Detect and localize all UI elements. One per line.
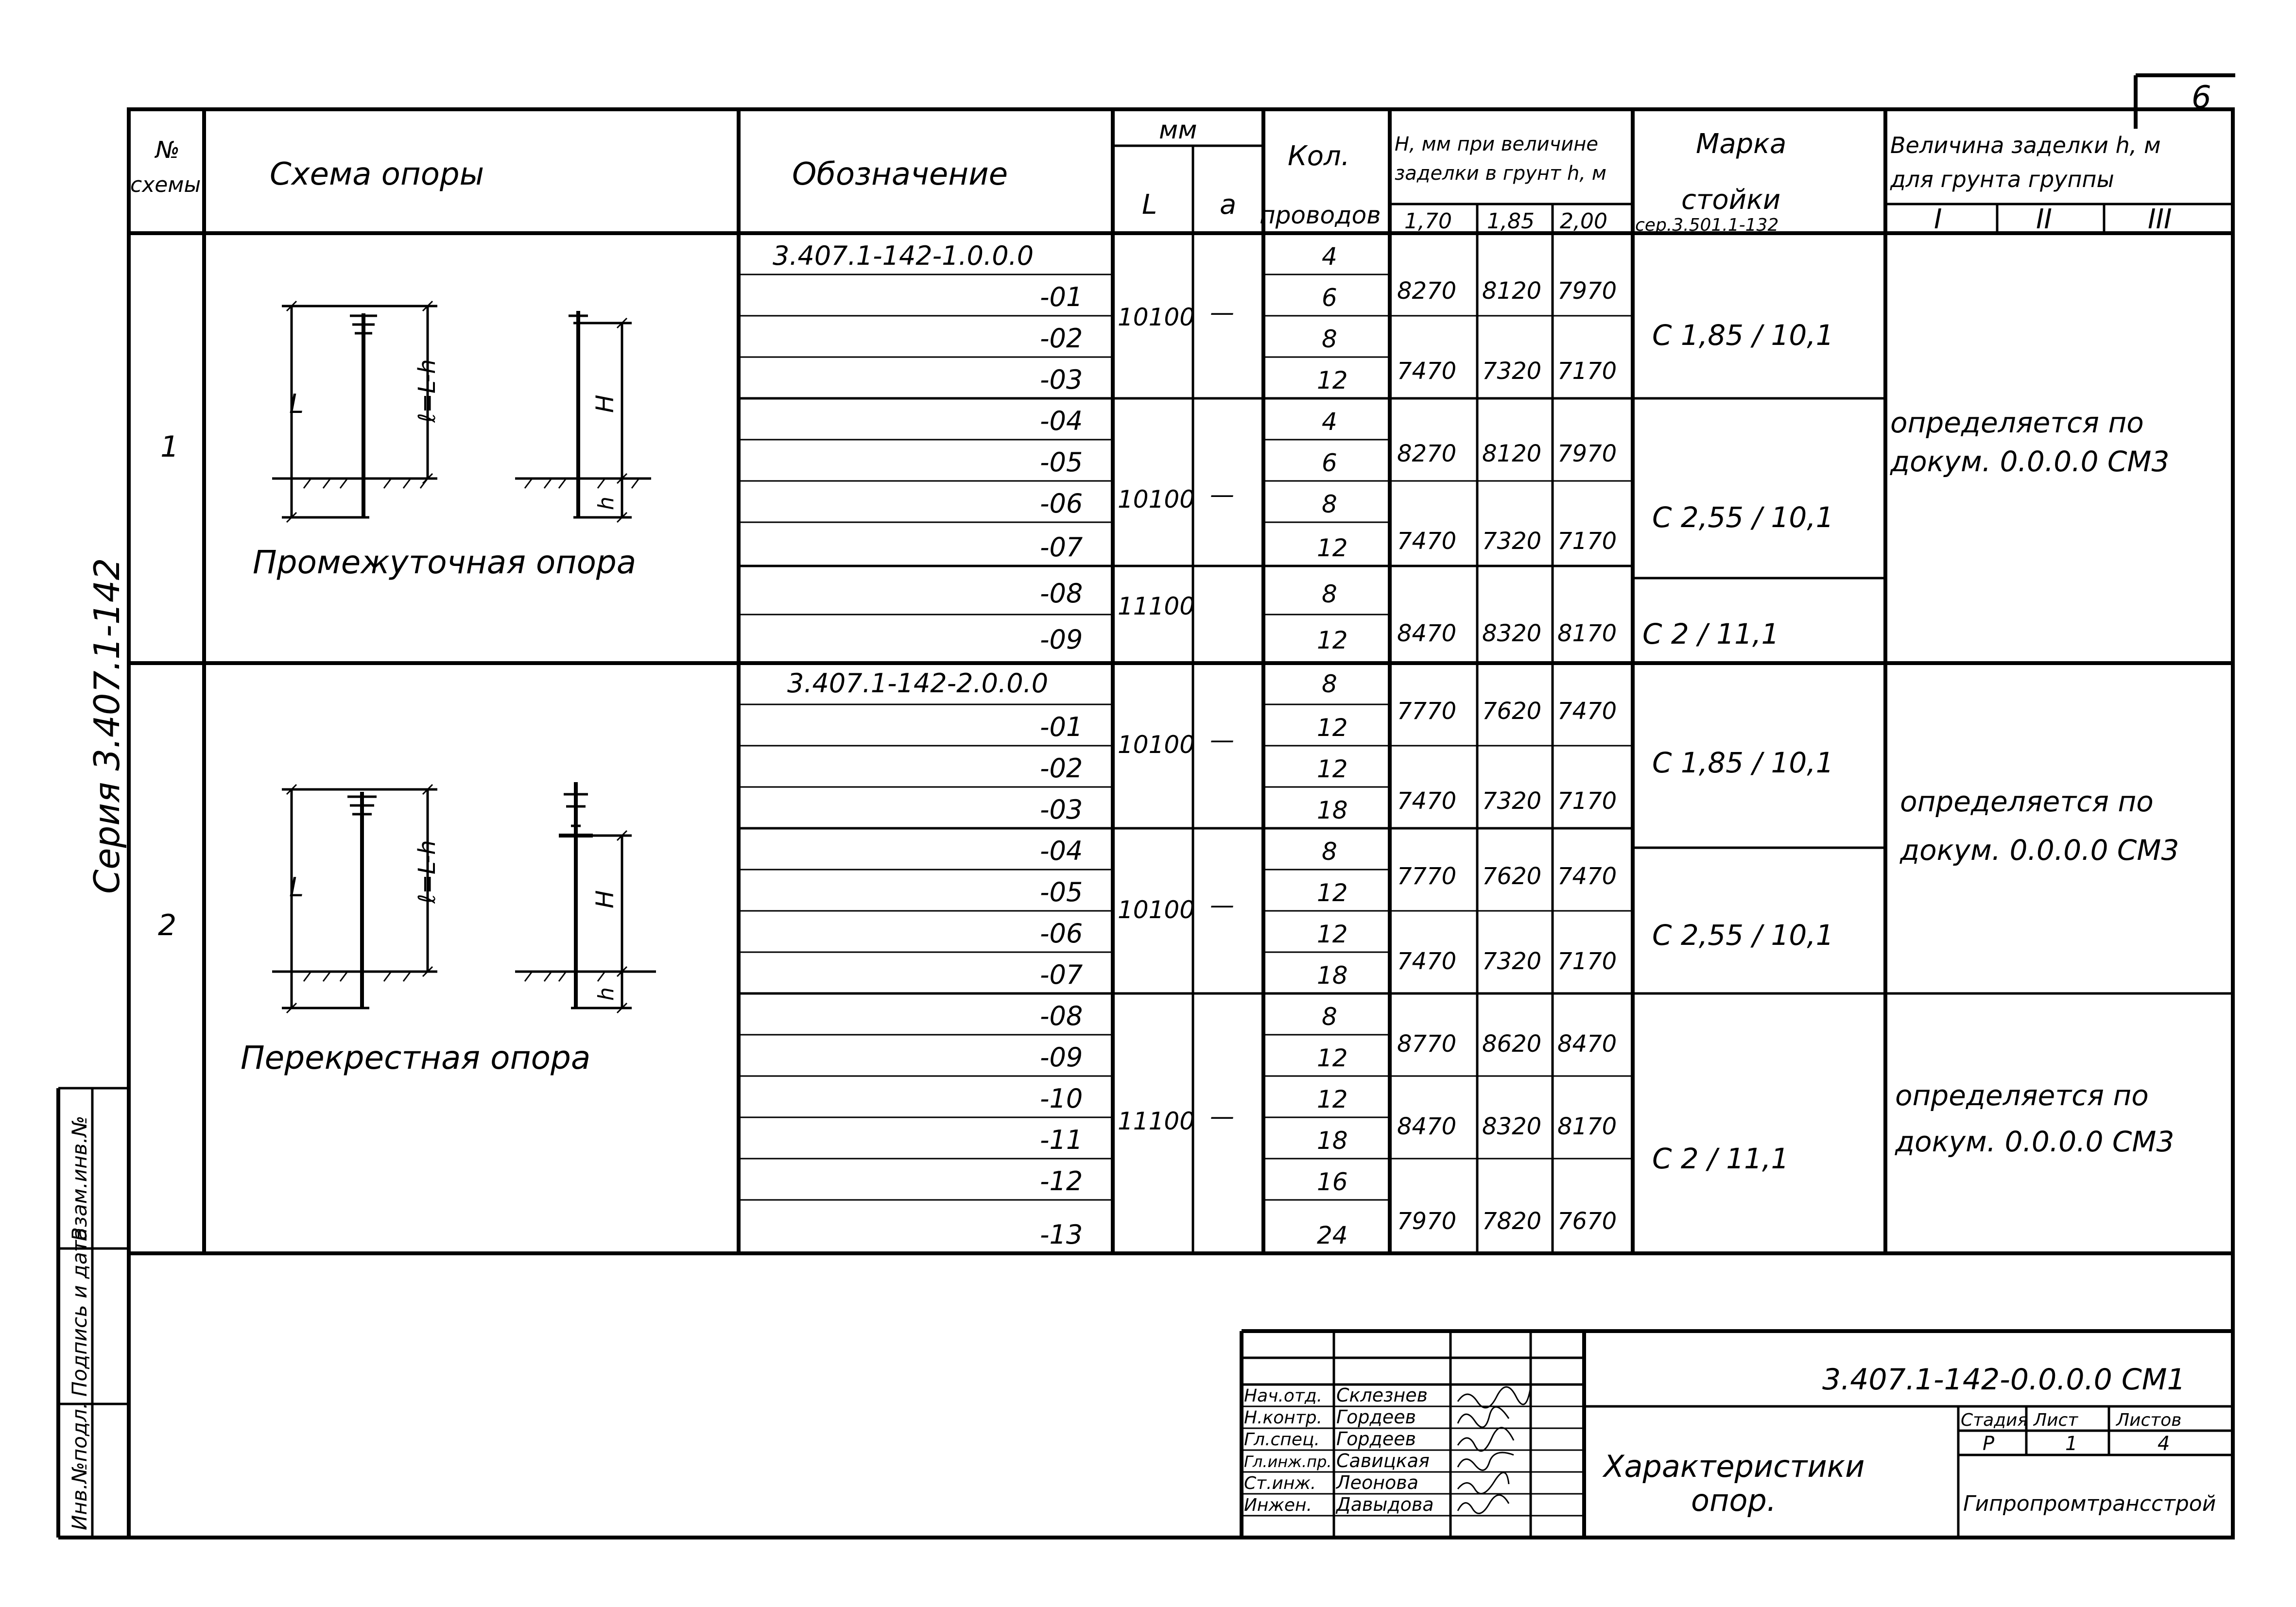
g2-row-7-wires: 12: [1317, 920, 1348, 948]
g1-depth-2: докум. 0.0.0.0 СМ3: [1890, 445, 2170, 478]
g2-mark-2: С 2,55 / 10,1: [1652, 919, 1834, 952]
g2-h-dim: h: [594, 987, 619, 1001]
header-mark-3: сер.3.501.1-132: [1635, 215, 1779, 235]
series-label: Серия 3.407.1-142: [86, 558, 127, 894]
g1-H-dim: Н: [591, 394, 619, 413]
g2-H-7-185: 7820: [1482, 1208, 1542, 1235]
g2-H-3-200: 7470: [1557, 863, 1617, 890]
g1-H-5-200: 8170: [1557, 620, 1617, 647]
g1-row-1-wires: 4: [1322, 242, 1337, 271]
g2-row-9-wires: 8: [1322, 1003, 1337, 1031]
header-L: L: [1142, 189, 1157, 221]
g2-row-10-designation: -09: [1040, 1042, 1083, 1073]
group-1: [160, 240, 2169, 655]
g1-H-2-170: 7470: [1397, 358, 1457, 385]
g1-H-3-200: 7970: [1557, 440, 1617, 467]
organization: Гипропромтрансстрой: [1963, 1491, 2216, 1516]
g1-H-3-170: 8270: [1397, 440, 1457, 467]
g1-depth-1: определяется по: [1890, 406, 2144, 439]
g2-H-1-200: 7470: [1557, 698, 1617, 725]
g1-row-7-designation: -06: [1040, 488, 1083, 519]
g2-L-2: 10100: [1118, 896, 1195, 924]
g2-L-1: 10100: [1118, 731, 1195, 759]
crossing-pole-diagram: [272, 782, 656, 1013]
g2-depth-1b: докум. 0.0.0.0 СМ3: [1900, 834, 2179, 867]
g1-H-1-185: 8120: [1482, 277, 1542, 305]
name-4: Савицкая: [1336, 1450, 1430, 1471]
table-header: [130, 116, 2172, 235]
header-designation: Обозначение: [792, 156, 1008, 192]
title-line-2: опор.: [1691, 1483, 1777, 1518]
g2-H-2-185: 7320: [1482, 787, 1542, 815]
g2-H-3-170: 7770: [1397, 863, 1457, 890]
header-group-2: II: [2036, 204, 2053, 235]
stamp-signature-date: Подпись и дата: [68, 1228, 91, 1397]
header-depth-2: для грунта группы: [1890, 166, 2114, 192]
g1-row-5-designation: -04: [1040, 406, 1083, 436]
g2-a-3: —: [1210, 1102, 1234, 1130]
g1-row-8-wires: 12: [1317, 534, 1348, 562]
g2-row-3-wires: 12: [1317, 755, 1348, 783]
g1-row-9-wires: 8: [1322, 580, 1337, 608]
g2-H-2-200: 7170: [1557, 787, 1617, 815]
g2-H-dim: Н: [591, 890, 619, 908]
name-5: Леонова: [1336, 1472, 1418, 1493]
g2-row-4-designation: -03: [1040, 794, 1083, 825]
g2-L-dim: L: [289, 872, 304, 903]
sheets-header: Листов: [2116, 1410, 2182, 1430]
g1-L-2: 10100: [1118, 485, 1195, 513]
name-6: Давыдова: [1336, 1494, 1434, 1515]
g2-H-6-185: 8320: [1482, 1113, 1542, 1140]
g1-row-3-designation: -02: [1040, 323, 1083, 354]
g2-row-4-wires: 18: [1317, 796, 1348, 824]
g2-row-13-wires: 16: [1317, 1168, 1348, 1196]
g1-a-1: —: [1210, 298, 1234, 326]
g1-lh-dim: ℓ=L-h: [414, 359, 441, 423]
g2-H-2-170: 7470: [1397, 787, 1457, 815]
g1-H-2-185: 7320: [1482, 358, 1542, 385]
g2-H-4-200: 7170: [1557, 948, 1617, 975]
g2-a-1: —: [1210, 726, 1234, 754]
g1-row-4-designation: -03: [1040, 364, 1083, 395]
g2-mark-1: С 1,85 / 10,1: [1652, 746, 1834, 779]
title-line-1: Характеристики: [1604, 1449, 1865, 1484]
g2-H-4-185: 7320: [1482, 948, 1542, 975]
g2-row-2-designation: -01: [1040, 712, 1083, 742]
g2-H-6-170: 8470: [1397, 1113, 1457, 1140]
g1-row-10-designation: -09: [1040, 624, 1083, 655]
g1-mark-1: С 1,85 / 10,1: [1652, 319, 1834, 352]
g1-L-3: 11100: [1118, 592, 1195, 620]
sheets-value: 4: [2158, 1433, 2170, 1455]
g2-H-3-185: 7620: [1482, 863, 1542, 890]
g1-L-1: 10100: [1118, 303, 1195, 331]
g2-row-12-wires: 18: [1317, 1127, 1348, 1155]
name-1: Склезнев: [1336, 1385, 1428, 1406]
group-1-no: 1: [160, 430, 179, 464]
title-code: 3.407.1-142-0.0.0.0 СМ1: [1822, 1363, 2186, 1397]
g2-row-11-designation: -10: [1040, 1083, 1083, 1114]
g2-H-1-170: 7770: [1397, 698, 1457, 725]
g2-row-8-designation: -07: [1040, 959, 1083, 990]
role-5: Ст.инж.: [1244, 1473, 1316, 1493]
g2-row-10-wires: 12: [1317, 1044, 1348, 1072]
header-h-170: 1,70: [1404, 209, 1452, 234]
intermediate-pole-diagram: [272, 301, 651, 522]
role-6: Инжен.: [1244, 1495, 1312, 1515]
header-scheme: Схема опоры: [270, 156, 484, 192]
g1-H-1-200: 7970: [1557, 277, 1617, 305]
header-wires-2: проводов: [1260, 201, 1381, 229]
header-mark-2: стойки: [1681, 184, 1781, 216]
role-4: Гл.инж.пр.: [1244, 1453, 1332, 1471]
g1-row-6-designation: -05: [1040, 447, 1083, 478]
g1-row-7-wires: 8: [1322, 490, 1337, 518]
header-H-2: заделки в грунт h, м: [1395, 162, 1606, 185]
header-scheme-no: схемы: [130, 172, 201, 197]
role-3: Гл.спец.: [1244, 1430, 1320, 1450]
g2-row-1-designation: 3.407.1-142-2.0.0.0: [787, 668, 1049, 699]
g2-row-12-designation: -11: [1040, 1125, 1083, 1155]
g1-H-5-185: 8320: [1482, 620, 1542, 647]
name-2: Гордеев: [1336, 1406, 1416, 1428]
g2-H-4-170: 7470: [1397, 948, 1457, 975]
g1-H-4-185: 7320: [1482, 528, 1542, 555]
g2-lh-dim: ℓ=L-h: [414, 840, 441, 904]
g1-row-6-wires: 6: [1322, 449, 1337, 477]
g2-H-1-185: 7620: [1482, 698, 1542, 725]
g1-mark-3: С 2 / 11,1: [1642, 617, 1779, 650]
g1-row-10-wires: 12: [1317, 626, 1348, 654]
header-wires-1: Кол.: [1288, 140, 1350, 172]
g2-H-7-170: 7970: [1397, 1208, 1457, 1235]
g2-row-11-wires: 12: [1317, 1085, 1348, 1113]
g2-row-7-designation: -06: [1040, 918, 1083, 949]
g1-H-5-170: 8470: [1397, 620, 1457, 647]
header-mm: мм: [1159, 116, 1197, 145]
g1-row-9-designation: -08: [1040, 578, 1083, 609]
g1-row-3-wires: 8: [1322, 325, 1337, 353]
name-3: Гордеев: [1336, 1428, 1416, 1450]
g2-depth-2a: определяется по: [1895, 1079, 2149, 1112]
g2-row-3-designation: -02: [1040, 753, 1083, 784]
header-mark-1: Марка: [1696, 128, 1787, 160]
group-2-no: 2: [158, 908, 177, 942]
g2-depth-1a: определяется по: [1900, 785, 2154, 818]
g1-H-4-170: 7470: [1397, 528, 1457, 555]
role-2: Н.контр.: [1244, 1408, 1323, 1428]
g2-row-14-designation: -13: [1040, 1219, 1083, 1250]
g2-row-2-wires: 12: [1317, 714, 1348, 742]
g1-a-2: —: [1210, 480, 1234, 509]
g2-H-5-170: 8770: [1397, 1030, 1457, 1058]
g1-row-2-wires: 6: [1322, 284, 1337, 312]
g1-L-dim: L: [289, 389, 304, 419]
header-a: а: [1220, 189, 1237, 221]
crossing-pole-caption: Перекрестная опора: [241, 1039, 591, 1077]
sheet-header: Лист: [2034, 1410, 2078, 1430]
sheet-number: 6: [2192, 80, 2211, 116]
g1-row-2-designation: -01: [1040, 282, 1083, 312]
stage-value: Р: [1983, 1433, 1995, 1455]
g2-H-7-200: 7670: [1557, 1208, 1617, 1235]
header-group-1: I: [1934, 204, 1942, 235]
g1-row-1-designation: 3.407.1-142-1.0.0.0: [773, 240, 1034, 271]
g1-row-8-designation: -07: [1040, 532, 1083, 563]
g1-H-2-200: 7170: [1557, 358, 1617, 385]
stage-header: Стадия: [1961, 1410, 2028, 1430]
group-2: [158, 668, 2233, 1250]
g2-row-14-wires: 24: [1317, 1221, 1348, 1249]
g2-H-5-200: 8470: [1557, 1030, 1617, 1058]
header-no-sign: №: [155, 137, 180, 164]
stamp-inv-no: Инв.№подл.: [68, 1402, 91, 1530]
g2-row-5-designation: -04: [1040, 836, 1083, 866]
g1-h-dim: h: [594, 496, 619, 510]
g2-L-3: 11100: [1118, 1107, 1195, 1135]
g1-H-1-170: 8270: [1397, 277, 1457, 305]
g2-row-6-wires: 12: [1317, 879, 1348, 907]
g2-row-9-designation: -08: [1040, 1001, 1083, 1031]
g1-H-4-200: 7170: [1557, 528, 1617, 555]
g2-row-5-wires: 8: [1322, 838, 1337, 866]
g2-mark-3: С 2 / 11,1: [1652, 1142, 1789, 1175]
g2-row-8-wires: 18: [1317, 961, 1348, 990]
header-group-3: III: [2148, 204, 2172, 235]
sheet-number-box: [2136, 75, 2235, 129]
g1-row-4-wires: 12: [1317, 366, 1348, 394]
g2-row-1-wires: 8: [1322, 670, 1337, 698]
g1-mark-2: С 2,55 / 10,1: [1652, 501, 1834, 534]
g1-row-5-wires: 4: [1322, 408, 1337, 436]
sheet-value: 1: [2065, 1433, 2078, 1455]
header-depth-1: Величина заделки h, м: [1890, 132, 2161, 158]
g2-a-2: —: [1210, 891, 1234, 919]
title-block: [1242, 1331, 2233, 1538]
g2-depth-2b: докум. 0.0.0.0 СМ3: [1895, 1125, 2175, 1158]
header-H-1: Н, мм при величине: [1395, 133, 1598, 155]
header-h-185: 1,85: [1487, 209, 1535, 234]
g2-row-6-designation: -05: [1040, 877, 1083, 907]
header-h-200: 2,00: [1560, 209, 1607, 234]
role-1: Нач.отд.: [1244, 1386, 1323, 1406]
stamp-replaced-inv: Взам.инв.№: [68, 1115, 91, 1241]
g1-H-3-185: 8120: [1482, 440, 1542, 467]
intermediate-pole-caption: Промежуточная опора: [253, 544, 637, 581]
g2-H-5-185: 8620: [1482, 1030, 1542, 1058]
g2-row-13-designation: -12: [1040, 1166, 1083, 1197]
g2-H-6-200: 8170: [1557, 1113, 1617, 1140]
